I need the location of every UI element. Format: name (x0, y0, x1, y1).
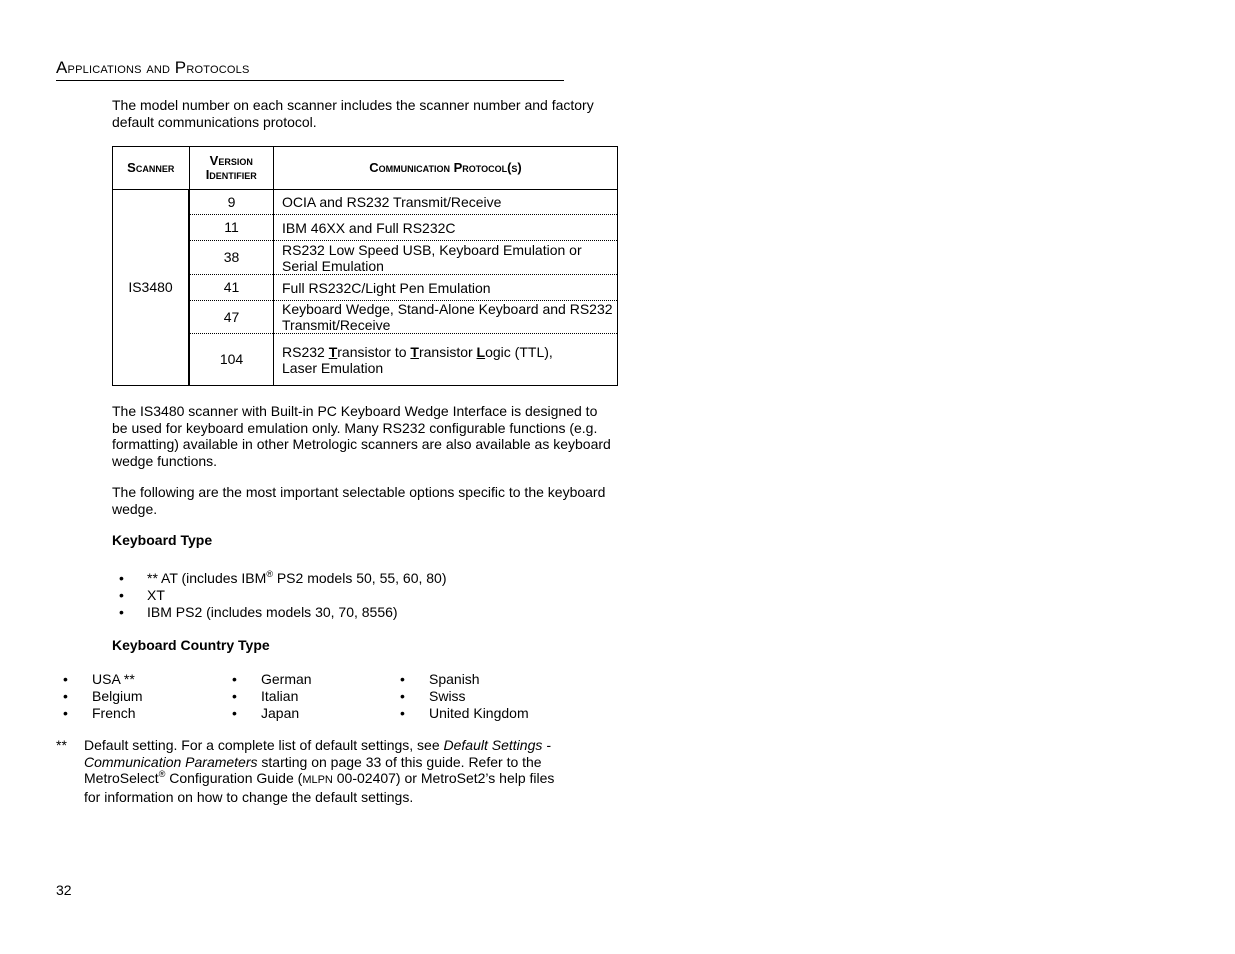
ttl-letter-l: L (476, 343, 486, 360)
table-row (113, 215, 618, 241)
ttl-text-c: ransistor (418, 343, 477, 360)
heading-initial-a: A (56, 58, 68, 77)
header-version (189, 147, 274, 190)
keyboard-wedge-paragraph: The IS3480 scanner with Built-in PC Keyboard Wedge Interface is designed to be used for keyboard emulation only. Many RS232 configurable functions (e.g. formatting) available in other Metrologic scanners are also available as keyboard wedge functions. (112, 403, 611, 469)
version-cell: 38 (189, 241, 274, 275)
list-item: • XT (112, 587, 447, 604)
country-list-col1 (56, 671, 143, 722)
header-scanner: Scanner (113, 147, 190, 190)
table-row (113, 190, 618, 215)
note-text: starting on page 33 of this guide. Refer to the MetroSelect (84, 753, 542, 786)
note-marker: ** (56, 737, 67, 753)
ttl-letter-t2: T (410, 343, 419, 360)
registered-mark: ® (266, 569, 273, 579)
version-cell: 9 (189, 190, 274, 215)
note-reference: Default Settings - Communication Parameters (84, 737, 551, 770)
keyboard-type-title: Keyboard Type (112, 532, 213, 548)
version-cell: 11 (189, 215, 274, 241)
list-item: • Spanish (393, 671, 529, 688)
item-text: ** AT (includes IBM (147, 570, 267, 586)
page-number: 32 (56, 882, 72, 898)
list-item (112, 570, 447, 587)
note-mlpn: MLPN (302, 774, 333, 786)
country-list-col3 (393, 671, 529, 722)
heading-part-2: rotocols (186, 60, 250, 77)
ttl-text-a: RS232 (282, 343, 329, 360)
table-row (113, 241, 618, 275)
note-body (84, 737, 561, 805)
heading-part-1: pplications and (67, 60, 175, 77)
version-cell: 47 (189, 301, 274, 334)
list-item: • Italian (225, 688, 312, 705)
ttl-text-b: ransistor to (337, 343, 411, 360)
protocol-cell (274, 334, 618, 386)
default-setting-note (56, 737, 561, 805)
version-cell: 41 (189, 275, 274, 301)
list-item: • United Kingdom (393, 705, 529, 722)
keyboard-type-list (112, 570, 447, 621)
table-row (113, 275, 618, 301)
table-row (113, 334, 618, 386)
list-item: • USA ** (56, 671, 143, 688)
note-text: 00-02407) or MetroSet2’s help files for information on how to change the default settings. (84, 770, 555, 805)
ttl-text-e: Laser Emulation (282, 359, 384, 376)
ttl-text-d: ogic (TTL), (485, 343, 553, 360)
options-paragraph: The following are the most important selectable options specific to the keyboard wedge. (112, 484, 606, 517)
protocol-cell: IBM 46XX and Full RS232C (274, 215, 618, 241)
heading-initial-p: P (174, 58, 187, 77)
list-item: • Japan (225, 705, 312, 722)
note-text: Default setting. For a complete list of default settings, see (84, 737, 444, 753)
item-text: PS2 models 50, 55, 60, 80) (272, 570, 447, 586)
protocol-cell: Keyboard Wedge, Stand-Alone Keyboard and RS232 Transmit/Receive (274, 301, 618, 334)
list-item: • French (56, 705, 143, 722)
header-protocol: Communication Protocol(s) (274, 147, 618, 190)
country-list-col2 (225, 671, 312, 722)
protocol-table (112, 146, 618, 386)
list-item: • Belgium (56, 688, 143, 705)
version-cell: 104 (189, 334, 274, 386)
protocol-cell: Full RS232C/Light Pen Emulation (274, 275, 618, 301)
intro-paragraph: The model number on each scanner includes the scanner number and factory default communications protocol. (112, 97, 594, 130)
ttl-letter-t1: T (328, 343, 338, 360)
list-item: • Swiss (393, 688, 529, 705)
protocol-cell: OCIA and RS232 Transmit/Receive (274, 190, 618, 215)
header-version-line1: Version (209, 153, 253, 168)
registered-mark: ® (158, 769, 166, 779)
country-type-title: Keyboard Country Type (112, 637, 270, 653)
section-heading (56, 58, 564, 81)
protocol-cell: RS232 Low Speed USB, Keyboard Emulation or Serial Emulation (274, 241, 618, 275)
list-item: • IBM PS2 (includes models 30, 70, 8556) (112, 604, 447, 621)
table-header-row (113, 147, 618, 190)
table-row (113, 301, 618, 334)
list-item: • German (225, 671, 312, 688)
note-text: Configuration Guide ( (165, 770, 303, 786)
header-version-line2: Identifier (205, 167, 257, 182)
scanner-cell: IS3480 (113, 190, 190, 386)
